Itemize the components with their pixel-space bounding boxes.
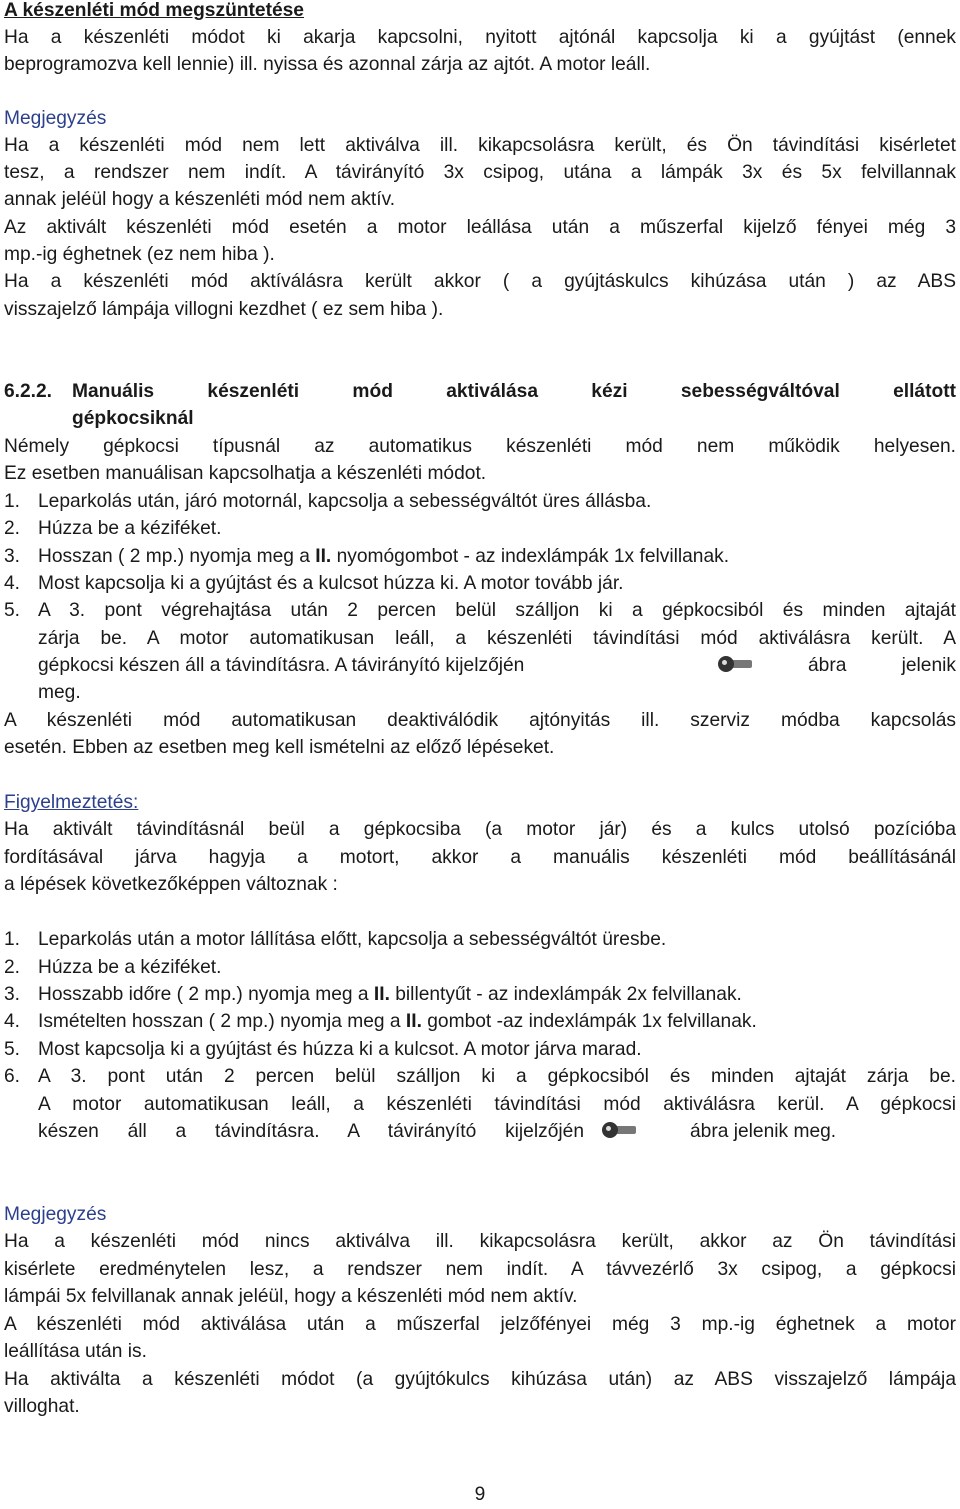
list-item [4, 1063, 38, 1090]
list-text: Most kapcsolja ki a gyújtást és a kulcsot húzza ki. A motor tovább jár. [38, 573, 624, 594]
text-line: kisérlete eredménytelen lesz, a rendszer nem indít. A távvezérlő 3x csipog, a gépkocsi [4, 1259, 956, 1280]
text-line: beprogramozva kell lennie) ill. nyissa és azonnal zárja az ajtót. A motor leáll. [4, 54, 651, 75]
text-line: A készenléti mód aktiválása után a műszerfal jelzőfényei még 3 mp.-ig éghetnek a motor [4, 1314, 956, 1335]
list-text: ábra jelenik meg. [690, 1121, 837, 1142]
list-item [4, 488, 651, 515]
key-fob-icon [602, 1120, 638, 1142]
text-line: leállítása után is. [4, 1341, 147, 1362]
list-number: 2. [4, 957, 21, 978]
list-text: Hosszan ( 2 mp.) nyomja meg a [38, 546, 316, 567]
section-number: 6.2.2. [4, 381, 53, 402]
section-title: Manuális készenléti mód aktiválása kézi sebességváltóval ellátott [72, 381, 956, 402]
list-text: A motor automatikusan leáll, a készenléti távindítási mód aktiválásra kerül. A gépkocsi [38, 1094, 956, 1115]
list-text-with-icon [38, 652, 956, 679]
list-item [4, 954, 221, 981]
list-text: nyomógombot - az indexlámpák 1x felvillanak. [331, 546, 730, 567]
list-number: 5. [4, 600, 21, 621]
list-text: meg. [38, 682, 81, 703]
text-line: villoghat. [4, 1396, 80, 1417]
list-number: 6. [4, 1066, 21, 1087]
text-line: tesz, a rendszer nem indít. A távirányító 3x csipog, utána a lámpák 3x és 5x felvillannak [4, 162, 956, 183]
warning-label: Figyelmeztetés: [4, 792, 139, 813]
section-heading: A készenléti mód megszüntetése [4, 0, 304, 21]
list-text: gombot -az indexlámpák 1x felvillanak. [421, 1011, 757, 1032]
button-ref: II. [315, 546, 332, 567]
text-line: fordításával járva hagyja a motort, akkor a manuális készenléti mód beállításánál [4, 847, 956, 868]
list-item [4, 570, 624, 597]
text-line: Ha a készenléti mód nincs aktiválva ill. kikapcsolásra került, akkor az Ön távindítási [4, 1231, 956, 1252]
list-text: Húzza be a kéziféket. [38, 518, 222, 539]
text-line: a lépések következőképpen változnak : [4, 874, 338, 895]
list-number: 5. [4, 1039, 21, 1060]
text-line: Ha a készenléti mód nem lett aktiválva ill. kikapcsolásra került, és Ön távindítási kisérletet [4, 135, 956, 156]
list-number: 4. [4, 573, 21, 594]
list-item [4, 1008, 757, 1035]
list-item [4, 515, 221, 542]
list-text: ábra jelenik [808, 655, 956, 676]
text-line: lámpái 5x felvillanak annak jeléül, hogy a készenléti mód nem aktív. [4, 1286, 578, 1307]
section-title-cont: gépkocsiknál [72, 408, 194, 429]
text-line: A készenléti mód automatikusan deaktiválódik ajtónyitás ill. szerviz módba kapcsolás [4, 710, 956, 731]
button-ref: II. [405, 1011, 422, 1032]
list-item [4, 926, 666, 953]
list-number: 1. [4, 929, 21, 950]
text-line: Ha a készenléti mód aktíválásra került akkor ( a gyújtáskulcs kihúzása után ) az ABS [4, 271, 956, 292]
list-item [4, 543, 729, 570]
list-item [4, 981, 742, 1008]
list-text: Leparkolás után a motor lállítása előtt, kapcsolja a sebességváltót üresbe. [38, 929, 667, 950]
list-text: zárja be. A motor automatikusan leáll, a készenléti távindítási mód aktiválásra került. A [38, 628, 956, 649]
list-item [4, 1036, 642, 1063]
list-number: 3. [4, 546, 21, 567]
list-number: 2. [4, 518, 21, 539]
list-text: Hosszabb időre ( 2 mp.) nyomja meg a [38, 984, 374, 1005]
list-text: Leparkolás után, járó motornál, kapcsolja a sebességváltót üres állásba. [38, 491, 652, 512]
list-text: készen áll a távindításra. A távirányító kijelzőjén [38, 1121, 584, 1142]
page-number: 9 [474, 1484, 486, 1505]
list-text: Most kapcsolja ki a gyújtást és húzza ki a kulcsot. A motor járva marad. [38, 1039, 642, 1060]
list-text: A 3. pont végrehajtása után 2 percen belül szálljon ki a gépkocsiból és minden ajtaját [38, 600, 956, 621]
note-label: Megjegyzés [4, 1204, 107, 1225]
list-text: billentyűt - az indexlámpák 2x felvillanak. [389, 984, 742, 1005]
text-line: Ez esetben manuálisan kapcsolhatja a készenléti módot. [4, 463, 487, 484]
text-line: visszajelző lámpája villogni kezdhet ( ez sem hiba ). [4, 299, 444, 320]
text-line: mp.-ig éghetnek (ez nem hiba ). [4, 244, 275, 265]
text-line: Az aktivált készenléti mód esetén a motor leállása után a műszerfal kijelző fényei még 3 [4, 217, 956, 238]
list-number: 1. [4, 491, 21, 512]
key-fob-icon [718, 654, 754, 676]
list-number: 3. [4, 984, 21, 1005]
text-line: Ha a készenléti módot ki akarja kapcsolni, nyitott ajtónál kapcsolja ki a gyújtást (ennek [4, 27, 956, 48]
text-line: Ha aktivált távindításnál beül a gépkocsiba (a motor jár) és a kulcs utolsó pozícióba [4, 819, 956, 840]
button-ref: II. [373, 984, 390, 1005]
note-label: Megjegyzés [4, 108, 107, 129]
list-number: 4. [4, 1011, 21, 1032]
list-text: Ismételten hosszan ( 2 mp.) nyomja meg a [38, 1011, 406, 1032]
text-line: esetén. Ebben az esetben meg kell ismételni az előző lépéseket. [4, 737, 555, 758]
text-line: annak jeléül hogy a készenléti mód nem aktív. [4, 189, 396, 210]
list-text: A 3. pont után 2 percen belül szálljon ki a gépkocsiból és minden ajtaját zárja be. [38, 1066, 956, 1087]
text-line: Ha aktiválta a készenléti módot (a gyújtókulcs kihúzása után) az ABS visszajelző lámpája [4, 1369, 956, 1390]
list-text: Húzza be a kéziféket. [38, 957, 222, 978]
text-line: Némely gépkocsi típusnál az automatikus készenléti mód nem működik helyesen. [4, 436, 956, 457]
list-item [4, 597, 38, 624]
list-text: gépkocsi készen áll a távindításra. A távirányító kijelzőjén [38, 655, 525, 676]
